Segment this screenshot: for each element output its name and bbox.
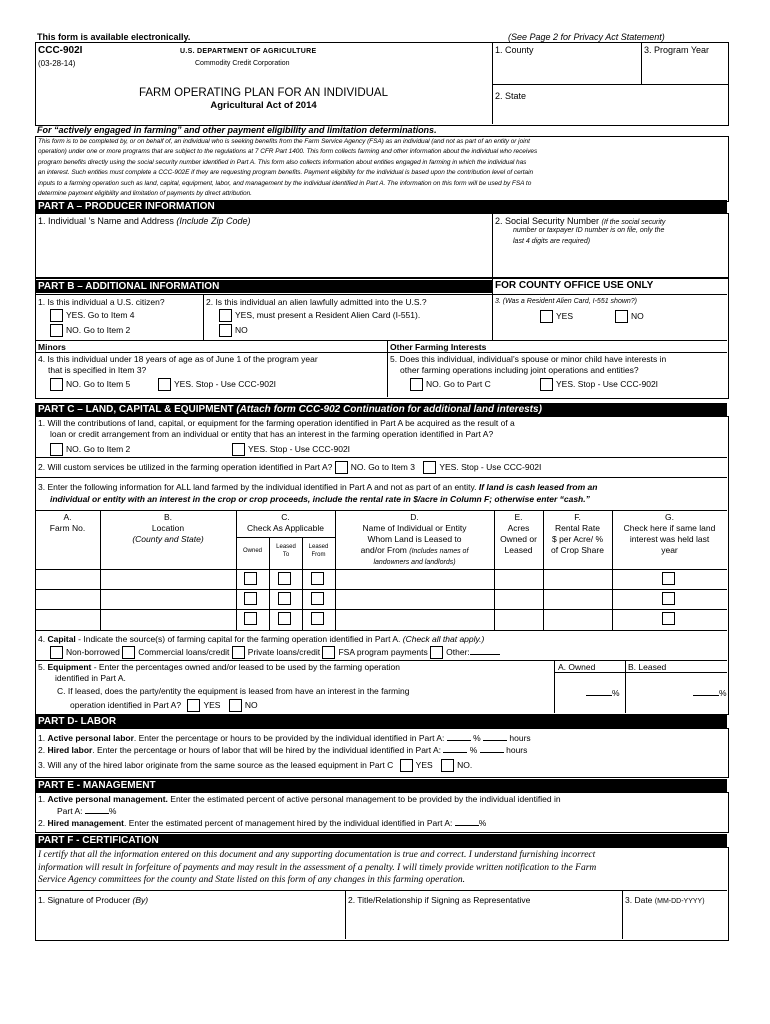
active-management-pct: % [108,806,117,816]
name-address-field[interactable] [38,228,488,274]
part-a-header: PART A – PRODUCER INFORMATION [35,200,727,213]
col-d-letter: D. [410,512,419,522]
row1-same-land-checkbox[interactable] [662,572,675,585]
equipment-leased-field[interactable] [693,688,727,698]
other-interests-question-cont: other farming operations including joint operations and entities? [400,365,639,375]
card-yes-option[interactable] [540,310,573,323]
ssn-text: 2. Social Security Number [495,216,602,226]
active-management-text: Enter the estimated percent of active personal management to be provided by the individual identified in [167,794,561,804]
loan-yes-checkbox[interactable] [232,443,245,456]
signature-label [38,895,148,905]
lessor-yes-label: YES [203,699,221,710]
citizen-no-label: NO. Go to Item 2 [66,324,131,335]
equipment-lessor-question: C. If leased, does the party/entity the equipment is leased from have an interest in the farming [57,686,410,696]
alien-yes-checkbox[interactable] [219,309,232,322]
state-label: 2. State [495,91,527,101]
col-c-owned: Owned [242,548,262,554]
equipment-leased-label: B. Leased [628,662,667,672]
other-no-option[interactable] [410,378,491,391]
form-id: CCC-902I [38,45,83,56]
loan-no-option[interactable] [50,443,130,456]
lessor-yes-checkbox[interactable] [187,699,200,712]
hired-management-row [38,818,486,828]
equipment-text: - Enter the percentages owned and/or leased to be used by the farming operation [91,662,400,672]
cert-line: information will result in forfeiture of payments and may result in the assessment of a penalty. I will timely provide written notification to the Farm [38,862,597,873]
col-f-header [543,512,612,556]
col-a-header [35,512,100,534]
loan-question: 1. Will the contributions of land, capital, or equipment for the farming operation identified in Part A be acquired as the result of a [38,418,515,428]
purpose-statement: For “actively engaged in farming” and other payment eligibility and limitation determinations. [37,125,437,135]
ssn-field[interactable] [495,250,723,274]
equipment-owned-label: A. Owned [558,662,596,672]
row3-leased-from-checkbox[interactable] [311,612,324,625]
active-management-field[interactable] [85,813,109,814]
capital-commercial-label: Commercial loans/credit [138,646,230,657]
col-c-letter: C. [281,512,290,522]
part-f-header: PART F - CERTIFICATION [35,834,727,847]
labor-source-question: 3. Will any of the hired labor originate from the same source as the leased equipment in Part C [38,759,394,770]
form-date: (03-28-14) [38,59,76,68]
equipment-leased-input[interactable] [693,695,719,696]
intro-line: operation) under one or more programs that are subject to the regulations at 7 CFR Part 1400. This form collects farming and other information about the individual who receives [38,148,538,156]
hired-management-text: . Enter the estimated percent of management hired by the individual identified in Part A: [123,818,453,828]
ssn-note-3: last 4 digits are required) [513,238,591,245]
row3-owned-checkbox[interactable] [244,612,257,625]
county-label: 1. County [495,45,534,55]
part-e-header: PART E - MANAGEMENT [35,779,727,792]
capital-other-checkbox[interactable] [430,646,443,659]
capital-commercial-checkbox[interactable] [122,646,135,659]
part-d-header: PART D- LABOR [35,715,727,728]
col-a-letter: A. [63,512,72,522]
capital-private-label: Private loans/credit [247,646,321,657]
col-d-note: (Includes names of [409,548,469,555]
other-yes-label: YES. Stop - Use CCC-902I [556,378,659,389]
program-year-label: 3. Program Year [644,45,710,55]
minor-question: 4. Is this individual under 18 years of age as of June 1 of the program year [38,354,318,364]
certification-text [38,849,596,887]
availability-note: This form is available electronically. [37,32,191,42]
col-d-title-3: and/or From [360,545,407,555]
citizen-no-checkbox[interactable] [50,324,63,337]
equipment-lessor-question-cont: operation identified in Part A? [70,699,182,710]
active-labor-pct: % [473,733,481,743]
intro-box [35,136,729,202]
date-note: (MM-DD-YYYY) [654,898,705,905]
capital-other-label: Other: [446,646,470,657]
row3-same-land-checkbox[interactable] [662,612,675,625]
capital-text: - Indicate the source(s) of farming capital for the farming operation identified in Part A. [75,634,401,644]
ssn-label [495,216,665,226]
hired-management-pct: % [478,818,487,828]
labor-source-no-label: NO. [457,759,473,770]
row1-owned-checkbox[interactable] [244,572,257,585]
active-management-field-row [57,806,116,816]
name-address-text: 1. Individual ’s Name and Address [38,216,177,226]
custom-services-option [38,461,541,474]
zip-note: (Include Zip Code) [176,216,251,226]
card-no-checkbox[interactable] [615,310,628,323]
loan-no-label: NO. Go to Item 2 [66,443,131,454]
sub-agency-name: Commodity Credit Corporation [195,60,290,67]
capital-number: 4. [38,634,48,644]
intro-line: This form is to be completed by, or on behalf of, an individual who is seeking benefits from the Farm Service Agency (FSA) as an individual (and not as part of an entity or joint [38,138,530,145]
loan-question-cont: loan or credit arrangement from an individual or entity that has an interest in the farming operation identified in Part A? [50,429,494,439]
col-e-header [494,512,543,556]
col-g-title-2: interest was held last [629,534,710,544]
loan-yes-option[interactable] [232,443,350,456]
custom-services-question: 2. Will custom services be utilized in the farming operation identified in Part A? [38,461,333,472]
col-c-title: Check As Applicable [246,523,325,533]
alien-no-option[interactable] [219,324,248,337]
col-g-header [612,512,727,556]
part-c-header [35,403,727,416]
privacy-note: (See Page 2 for Privacy Act Statement) [508,32,665,42]
hired-management-number: 2. [38,818,48,828]
col-e-title: Acres [507,523,530,533]
row2-owned-checkbox[interactable] [244,592,257,605]
cert-line: I certify that all the information entered on this document and any supporting documentation is true and correct. I understand furnishing incorrect [38,850,596,860]
minor-no-label: NO. Go to Item 5 [66,378,131,389]
col-b-letter: B. [163,512,173,522]
part-c-note: (Attach form CCC-902 Continuation for additional land interests) [233,404,542,415]
signature-field[interactable] [38,908,341,936]
title-relationship-label: 2. Title/Relationship if Signing as Representative [348,895,531,905]
date-text: 3. Date [625,895,655,905]
col-f-letter: F. [574,512,581,522]
minor-question-cont: that is specified in Item 3? [48,365,147,375]
hired-labor-hours-field[interactable] [480,752,504,753]
custom-no-label: NO. Go to Item 3 [350,461,415,472]
equipment-owned-input[interactable] [586,695,612,696]
card-no-option[interactable] [615,310,644,323]
minor-yes-checkbox[interactable] [158,378,171,391]
row1-leased-to-checkbox[interactable] [278,572,291,585]
hired-management-field[interactable] [455,825,479,826]
alien-no-checkbox[interactable] [219,324,232,337]
equipment-lessor-options [70,699,258,712]
minor-yes-option[interactable] [158,378,276,391]
capital-question [38,634,484,644]
labor-source-yes-checkbox[interactable] [400,759,413,772]
lessor-no-label: NO [244,699,258,710]
loan-yes-label: YES. Stop - Use CCC-902I [248,443,351,454]
loan-no-checkbox[interactable] [50,443,63,456]
row2-leased-to-checkbox[interactable] [278,592,291,605]
part-c-title: PART C – LAND, CAPITAL & EQUIPMENT [38,404,234,415]
col-b-title: Location [151,523,185,533]
citizen-no-option[interactable] [50,324,130,337]
hired-labor-hours: hours [506,745,528,755]
col-c-leased-to: Leased To [276,544,296,558]
county-office-header: FOR COUNTY OFFICE USE ONLY [495,280,654,291]
col-f-title-3: of Crop Share [551,545,604,555]
card-yes-checkbox[interactable] [540,310,553,323]
col-d-header [335,512,494,568]
other-yes-checkbox[interactable] [540,378,553,391]
active-labor-row [38,733,531,743]
date-field[interactable] [625,908,724,936]
col-d-title: Name of Individual or Entity [362,523,467,533]
col-e-title-2: Owned or [500,534,537,544]
capital-other-field[interactable] [470,654,500,655]
col-d-title-2: Whom Land is Leased to [367,534,462,544]
col-b-note: (County and State) [132,534,204,544]
alien-yes-option[interactable] [219,309,420,322]
hired-labor-bold: Hired labor [47,745,93,755]
row2-leased-from-checkbox[interactable] [311,592,324,605]
equipment-question [38,662,400,672]
col-g-title-3: year [661,545,678,555]
form-title: FARM OPERATING PLAN FOR AN INDIVIDUAL [139,87,388,99]
date-label [625,895,705,905]
hired-labor-number: 2. [38,745,48,755]
capital-nonborrowed-label: Non-borrowed [66,646,120,657]
labor-source-no-checkbox[interactable] [441,759,454,772]
minor-no-option[interactable] [50,378,130,391]
col-c-leased-from: Leased From [308,544,329,558]
equipment-number: 5. [38,662,48,672]
card-shown-question: 3. (Was a Resident Alien Card, I-551 shown?) [495,298,638,305]
custom-no-checkbox[interactable] [335,461,348,474]
col-c-header [236,512,335,534]
capital-fsa-label: FSA program payments [338,646,428,657]
col-g-letter: G. [665,512,674,522]
capital-bold: Capital [47,634,76,644]
col-a-title: Farm No. [49,523,86,533]
other-no-checkbox[interactable] [410,378,423,391]
citizen-question: 1. Is this individual a U.S. citizen? [38,297,165,307]
minor-yes-label: YES. Stop - Use CCC-902I [174,378,277,389]
hired-labor-row [38,745,527,755]
alien-yes-label: YES, must present a Resident Alien Card (I-551). [235,309,421,320]
col-g-title: Check here if same land [623,523,716,533]
active-labor-number: 1. [38,733,48,743]
land-instructions [38,482,597,492]
intro-line: program benefits directly using the social security number identified in Part A. This form also collects information about entities engaged in farming in which the individual has [38,158,527,166]
col-e-letter: E. [514,512,523,522]
capital-options [50,646,500,659]
minors-heading: Minors [38,342,66,352]
hired-labor-pct: % [469,745,478,755]
intro-line: inputs to a farming operation such as land, capital, equipment, labor, and management by the individual identified in Part A. The information on this form will be used by FSA to [38,179,532,187]
col-f-title-2: $ per Acre/ % [551,534,604,544]
active-labor-hours: hours [509,733,531,743]
minor-no-checkbox[interactable] [50,378,63,391]
row1-leased-from-checkbox[interactable] [311,572,324,585]
custom-yes-checkbox[interactable] [423,461,436,474]
labor-source-yes-label: YES [415,759,433,770]
land-instructions-cont: individual or entity with an interest in the crop or crop proceeds, include the rental rate in $/acre in Column F; otherwise enter “cash.” [50,494,590,504]
title-relationship-field[interactable] [348,908,618,936]
labor-source-row [38,759,472,772]
part-b-header: PART B – ADDITIONAL INFORMATION [35,280,492,293]
row3-leased-to-checkbox[interactable] [278,612,291,625]
capital-fsa-checkbox[interactable] [322,646,335,659]
signature-note: (By) [132,895,149,905]
hired-labor-text: . Enter the percentage or hours of labor that will be hired by the individual identified in Part A: [92,745,442,755]
agency-name: U.S. DEPARTMENT OF AGRICULTURE [180,48,317,55]
intro-line: determine payment eligibility and limitation of payments by direct attribution. [38,190,252,198]
col-f-title: Rental Rate [555,523,600,533]
act-title: Agricultural Act of 2014 [210,100,317,111]
active-labor-hours-field[interactable] [483,740,507,741]
citizen-yes-option[interactable] [50,309,135,322]
lessor-no-checkbox[interactable] [229,699,242,712]
active-management-bold: Active personal management. [47,794,168,804]
name-address-label [38,216,250,226]
row2-same-land-checkbox[interactable] [662,592,675,605]
other-yes-option[interactable] [540,378,658,391]
ssn-note: (If the social security [601,219,666,226]
equipment-owned-pct: % [612,688,620,698]
citizen-yes-checkbox[interactable] [50,309,63,322]
col-e-title-3: Leased [504,545,533,555]
active-labor-text: . Enter the percentage or hours to be provided by the individual identified in Part A: [133,733,445,743]
land-instructions-text: 3. Enter the following information for ALL land farmed by the individual identified in Part A and not as part of an entity. [38,482,477,492]
active-labor-pct-field[interactable] [447,740,471,741]
capital-private-checkbox[interactable] [232,646,245,659]
signature-text: 1. Signature of Producer [38,895,133,905]
card-yes-label: YES [556,310,574,321]
custom-yes-label: YES. Stop - Use CCC-902I [439,461,542,472]
capital-note: (Check all that apply.) [400,634,485,644]
active-management-row [38,794,561,804]
hired-management-bold: Hired management [47,818,124,828]
other-interests-question: 5. Does this individual, individual’s spouse or minor child have interests in [390,354,667,364]
active-management-number: 1. [38,794,48,804]
citizen-yes-label: YES. Go to Item 4 [66,309,135,320]
equipment-bold: Equipment [47,662,92,672]
intro-line: an interest. Such entities must complete a CCC-902E if they are requesting program benefits. Payment eligibility for the individual is based upon the contribution level of certain [38,169,534,177]
other-no-label: NO. Go to Part C [426,378,491,389]
capital-nonborrowed-checkbox[interactable] [50,646,63,659]
cert-line: Service Agency committees for the county and State listed on this form of any changes in this farming operation. [38,875,465,885]
equipment-leased-pct: % [719,688,727,698]
land-instructions-bold: If land is cash leased from an [476,482,598,492]
ssn-note-2: number or taxpayer ID number is on file, only the [513,227,665,234]
equipment-question-cont: identified in Part A. [55,673,126,683]
card-no-label: NO [631,310,644,321]
active-labor-bold: Active personal labor [47,733,134,743]
alien-no-label: NO [235,324,248,335]
hired-labor-pct-field[interactable] [443,752,467,753]
col-d-note-2: landowners and landlords) [373,559,456,566]
active-management-part-a: Part A: [57,806,83,816]
equipment-owned-field[interactable] [586,688,620,698]
alien-question: 2. Is this individual an alien lawfully admitted into the U.S.? [206,297,427,307]
col-b-header [100,512,236,545]
other-interests-heading: Other Farming Interests [390,342,487,352]
